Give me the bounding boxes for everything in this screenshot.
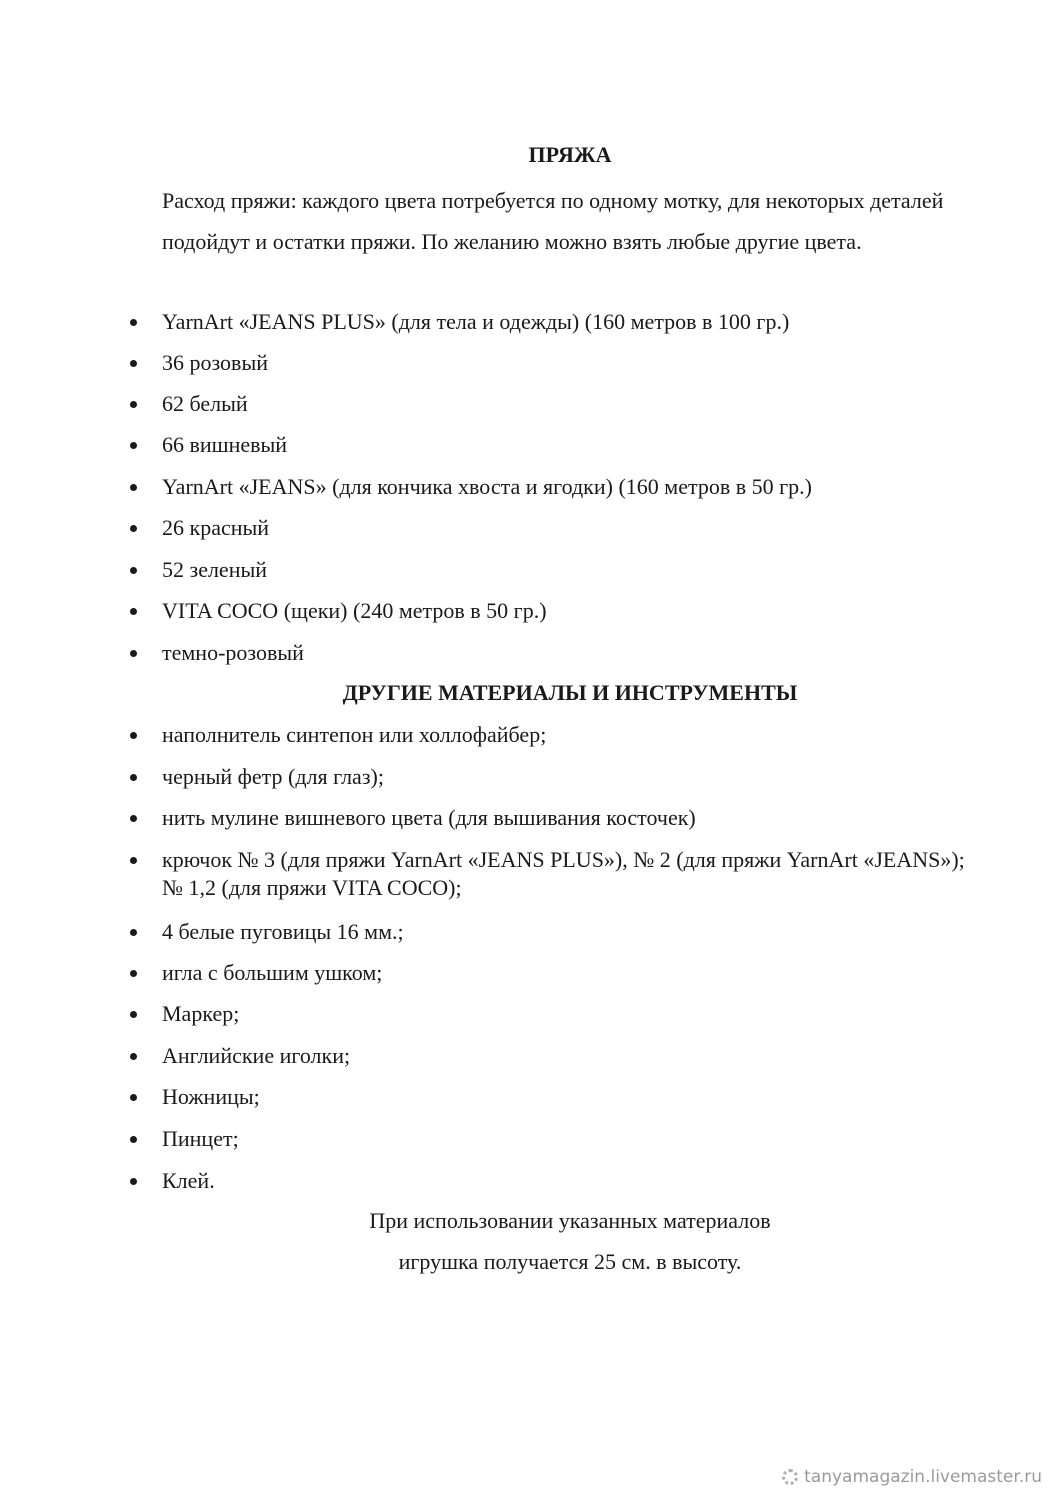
bullet-icon: [130, 608, 137, 615]
bullet-icon: [130, 319, 137, 326]
yarn-heading: ПРЯЖА: [528, 142, 612, 167]
bullet-icon: [130, 1136, 137, 1143]
bullet-icon: [130, 525, 137, 532]
bullet-icon: [130, 970, 137, 977]
closing-line-2: игрушка получается 25 см. в высоту.: [398, 1249, 742, 1274]
bullet-icon: [130, 732, 137, 739]
bullet-icon: [130, 442, 137, 449]
watermark: [782, 1467, 1042, 1487]
bullet-icon: [130, 360, 137, 367]
bullet-icon: [130, 1011, 137, 1018]
watermark-text: tanyamagazin.livemaster.ru: [804, 1467, 1042, 1487]
bullet-icon: [130, 1094, 137, 1101]
bullet-icon: [130, 484, 137, 491]
yarn-intro: Расход пряжи: каждого цвета потребуется по одному мотку, для некоторых деталей подойдут и остатки пряжи. По желанию можно взять любые другие цвета.: [162, 188, 944, 254]
bullet-icon: [130, 1053, 137, 1060]
bullet-icon: [130, 929, 137, 936]
document-page: ПРЯЖА Расход пряжи: каждого цвета потребуется по одному мотку, для некоторых деталей подойдут и остатки пряжи. По желанию можно взять любые другие цвета. YarnArt «JEANS PLUS» (для тела и одежды) (160 метров в 100 гр.) 36 розовый 62 белый 66 вишневый YarnArt «JEANS» (для кончика хвоста и ягодки) (160 метров в 50 гр.) 26 красный 52 зеленый VITA COCO (щеки) (240 метров в 50 гр.) темно-розовый ДРУГИЕ МАТЕРИАЛЫ И ИНСТРУМЕНТЫ наполнитель синтепон или холлофайбер; черный фетр (для глаз); нить мулине вишневого цвета (для вышивания косточек) крючок № 3 (для пряжи YarnArt «JEANS PLUS»), № 2 (для пряжи YarnArt «JEANS»); № 1,2 (для пряжи VITA COCO); 4 белые пуговицы 16 мм.; игла с большим ушком; Маркер; Английские иголки; Ножницы; Пинцет; Клей. При использовании указанных материалов игрушка получается 25 см. в высоту. tanyamagazin.livemaster.ru: [0, 0, 1060, 1500]
gear-icon: [782, 1469, 798, 1485]
bullet-icon: [130, 567, 137, 574]
bullet-icon: [130, 1178, 137, 1185]
bullet-icon: [130, 774, 137, 781]
bullet-icon: [130, 401, 137, 408]
closing-line-1: При использовании указанных материалов: [369, 1208, 771, 1233]
bullet-icon: [130, 857, 137, 864]
bullet-icon: [130, 650, 137, 657]
bullet-icon: [130, 815, 137, 822]
materials-heading: ДРУГИЕ МАТЕРИАЛЫ И ИНСТРУМЕНТЫ: [342, 680, 798, 705]
